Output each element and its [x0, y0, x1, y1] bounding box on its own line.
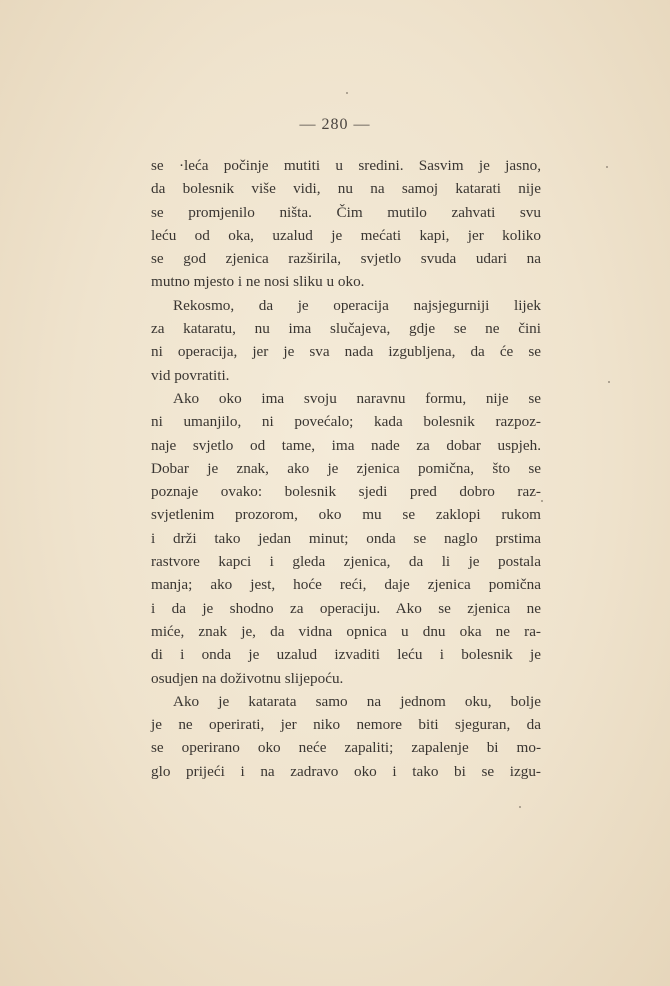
- text-line: naje svjetlo od tame, ima nade za dobar uspjeh.: [151, 436, 541, 454]
- text-line: glo prijeći i na zadravo oko i tako bi se izgu-: [151, 762, 541, 780]
- text-line: Ako oko ima svoju naravnu formu, nije se: [173, 389, 541, 407]
- text-line: manja; ako jest, hoće reći, daje zjenica pomična: [151, 576, 541, 594]
- page-number: — 280 —: [299, 116, 371, 133]
- text-line: osudjen na doživotnu slijepoću.: [151, 669, 344, 687]
- paragraph: [151, 154, 541, 294]
- text-line: poznaje ovako: bolesnik sjedi pred dobro raz-: [151, 483, 541, 501]
- text-line: i drži tako jedan minut; onda se naglo prstima: [151, 529, 541, 547]
- text-line: svjetlenim prozorom, oko mu se zaklopi rukom: [151, 506, 541, 524]
- text-line: rastvore kapci i gleda zjenica, da li je postala: [151, 553, 541, 571]
- paper-speck: [519, 806, 521, 808]
- text-line: miće, znak je, da vidna opnica u dnu oka ne ra-: [151, 622, 541, 640]
- text-line: da bolesnik više vidi, nu na samoj katarati nije: [151, 180, 541, 198]
- text-line: ni umanjilo, ni povećalo; kada bolesnik razpoz-: [151, 413, 541, 431]
- text-line: i da je shodno za operaciju. Ako se zjenica ne: [151, 599, 541, 617]
- paragraph: [151, 387, 541, 690]
- paragraph: [151, 294, 541, 387]
- body-text: [151, 154, 541, 783]
- text-line: se promjenilo ništa. Čim mutilo zahvati svu: [151, 203, 541, 221]
- text-line: Ako je katarata samo na jednom oku, bolje: [173, 692, 541, 710]
- text-line: za kataratu, nu ima slučajeva, gdje se ne čini: [151, 320, 541, 338]
- text-line: leću od oka, uzalud je mećati kapi, jer koliko: [151, 226, 541, 244]
- text-line: se ·leća počinje mutiti u sredini. Sasvim je jasno,: [151, 157, 541, 174]
- text-line: di i onda je uzalud izvaditi leću i bolesnik je: [151, 646, 541, 664]
- paper-speck: [606, 166, 608, 168]
- text-line: Dobar je znak, ako je zjenica pomična, što se: [151, 459, 541, 477]
- text-line: se operirano oko neće zapaliti; zapalenje bi mo-: [151, 739, 541, 757]
- paper-speck: [346, 92, 348, 94]
- text-line: Rekosmo, da je operacija najsjegurniji lijek: [173, 296, 541, 314]
- paper-speck: [608, 381, 610, 383]
- text-line: vid povratiti.: [151, 366, 230, 384]
- paper-speck: [541, 500, 543, 502]
- text-line: je ne operirati, jer niko nemore biti sjeguran, da: [151, 716, 541, 734]
- text-line: se god zjenica razširila, svjetlo svuda udari na: [151, 250, 541, 268]
- text-line: ni operacija, jer je sva nada izgubljena, da će se: [151, 343, 541, 361]
- text-line: mutno mjesto i ne nosi sliku u oko.: [151, 273, 365, 291]
- paragraph: [151, 690, 541, 783]
